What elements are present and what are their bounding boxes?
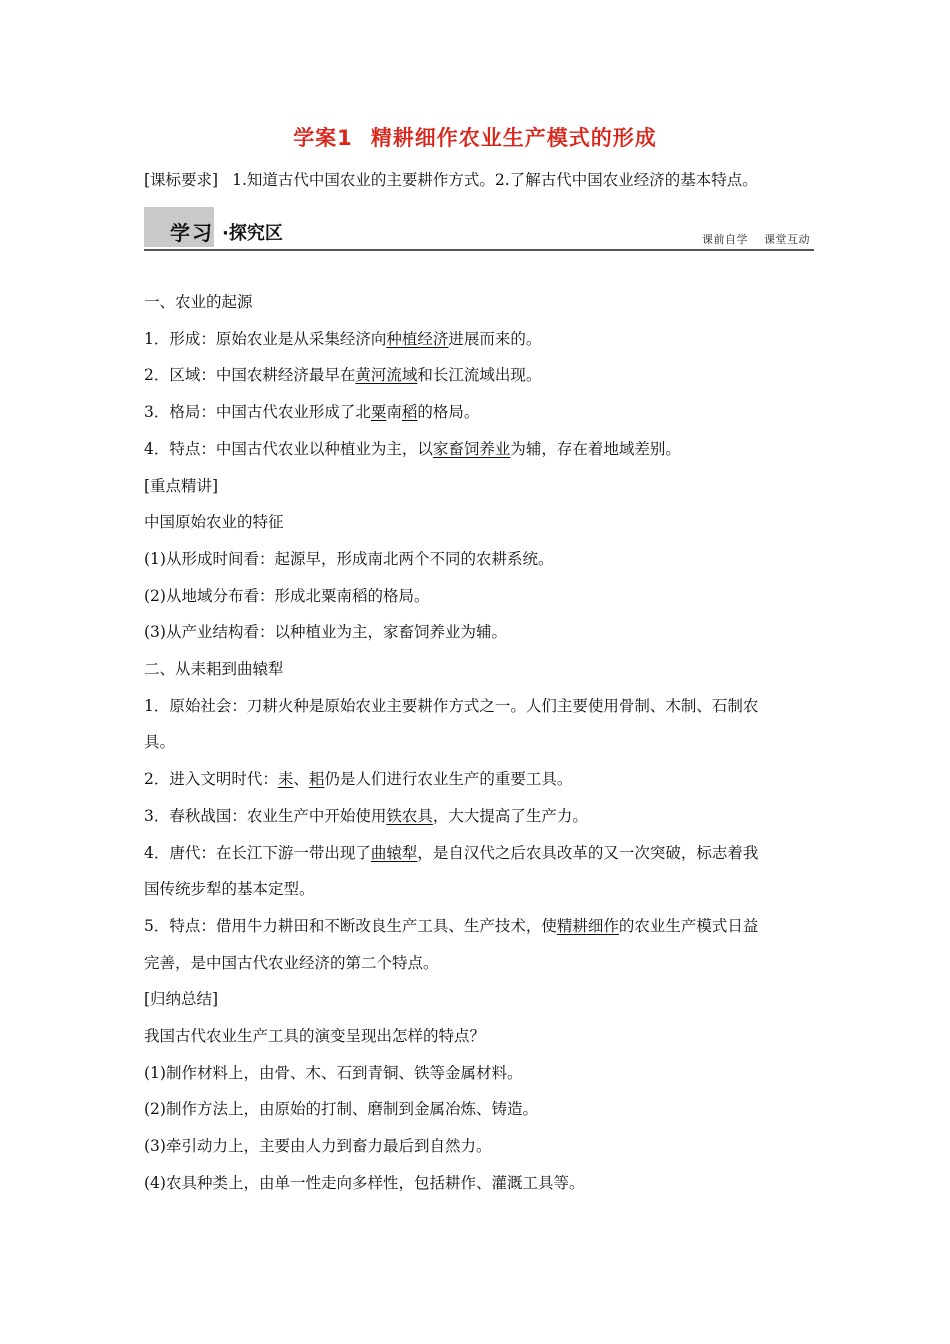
banner-right-2: 课堂互动 bbox=[764, 233, 810, 246]
summary-item: (1)制作材料上，由骨、木、石到青铜、铁等金属材料。 bbox=[144, 1063, 523, 1082]
underlined-term: 曲辕犁 bbox=[370, 843, 418, 862]
summary-item: (3)牵引动力上，主要由人力到畜力最后到自然力。 bbox=[144, 1137, 492, 1156]
banner-right-1: 课前自学 bbox=[702, 233, 748, 246]
paragraph: 4．唐代：在长江下游一带出现了曲辕犁，是自汉代之后农具改革的又一次突破，标志着我 bbox=[144, 843, 759, 862]
summary-item: (4)农具种类上，由单一性走向多样性，包括耕作、灌溉工具等。 bbox=[144, 1173, 585, 1192]
banner-sub: ·探究区 bbox=[222, 223, 283, 244]
title-part2: 精耕细作农业生产模式的形成 bbox=[370, 126, 657, 150]
section-heading: 一、农业的起源 bbox=[144, 293, 253, 311]
banner-rule bbox=[144, 249, 814, 251]
paragraph: 4．特点：中国古代农业以种植业为主，以家畜饲养业为辅，存在着地域差别。 bbox=[144, 439, 681, 458]
summary-tag: [归纳总结] bbox=[144, 990, 219, 1009]
body-text bbox=[144, 284, 820, 1202]
paragraph: 具。 bbox=[144, 733, 176, 752]
paragraph: 完善，是中国古代农业经济的第二个特点。 bbox=[144, 953, 439, 972]
underlined-term: 家畜饲养业 bbox=[432, 439, 511, 458]
page-title bbox=[0, 122, 950, 152]
key-point-item: (3)从产业结构看：以种植业为主，家畜饲养业为辅。 bbox=[144, 623, 507, 642]
paragraph: 5．特点：借用牛力耕田和不断改良生产工具、生产技术，使精耕细作的农业生产模式日益 bbox=[144, 916, 759, 935]
summary-item: (2)制作方法上，由原始的打制、磨制到金属冶炼、铸造。 bbox=[144, 1100, 538, 1119]
underlined-term: 稻 bbox=[401, 403, 418, 422]
key-point-item: (2)从地域分布看：形成北粟南稻的格局。 bbox=[144, 586, 430, 605]
underlined-term: 精耕细作 bbox=[556, 916, 619, 935]
requirements-tag: [课标要求] bbox=[144, 171, 219, 189]
paragraph: 国传统步犁的基本定型。 bbox=[144, 880, 315, 899]
underlined-term: 黄河流域 bbox=[355, 366, 418, 385]
summary-question: 我国古代农业生产工具的演变呈现出怎样的特点？ bbox=[144, 1027, 486, 1046]
paragraph: 3．格局：中国古代农业形成了北粟南稻的格局。 bbox=[144, 403, 480, 422]
key-point-item: (1)从形成时间看：起源早，形成南北两个不同的农耕系统。 bbox=[144, 549, 554, 568]
section-banner bbox=[144, 207, 814, 251]
underlined-term: 铁农具 bbox=[386, 806, 433, 825]
banner-right bbox=[702, 231, 810, 247]
underlined-term: 耒 bbox=[277, 770, 294, 789]
paragraph: 2．进入文明时代：耒、耜仍是人们进行农业生产的重要工具。 bbox=[144, 770, 573, 789]
section-heading: 二、从耒耜到曲辕犁 bbox=[144, 660, 284, 679]
key-points-title: 中国原始农业的特征 bbox=[144, 513, 284, 532]
requirements-text: 1.知道古代中国农业的主要耕作方式。2.了解古代中国农业经济的基本特点。 bbox=[232, 171, 758, 189]
title-part1: 学案1 bbox=[293, 126, 353, 150]
curriculum-requirements bbox=[144, 168, 824, 190]
paragraph: 2．区域：中国农耕经济最早在黄河流域和长江流域出现。 bbox=[144, 366, 542, 385]
banner-main: 学习 bbox=[170, 221, 214, 245]
underlined-term: 种植经济 bbox=[386, 329, 449, 348]
paragraph: 1．原始社会：刀耕火种是原始农业主要耕作方式之一。人们主要使用骨制、木制、石制农 bbox=[144, 696, 759, 715]
underlined-term: 粟 bbox=[370, 403, 387, 422]
underlined-term: 耜 bbox=[308, 770, 325, 789]
paragraph: 3．春秋战国：农业生产中开始使用铁农具，大大提高了生产力。 bbox=[144, 806, 588, 825]
paragraph: 1．形成：原始农业是从采集经济向种植经济进展而来的。 bbox=[144, 329, 542, 348]
key-points-tag: [重点精讲] bbox=[144, 476, 219, 495]
